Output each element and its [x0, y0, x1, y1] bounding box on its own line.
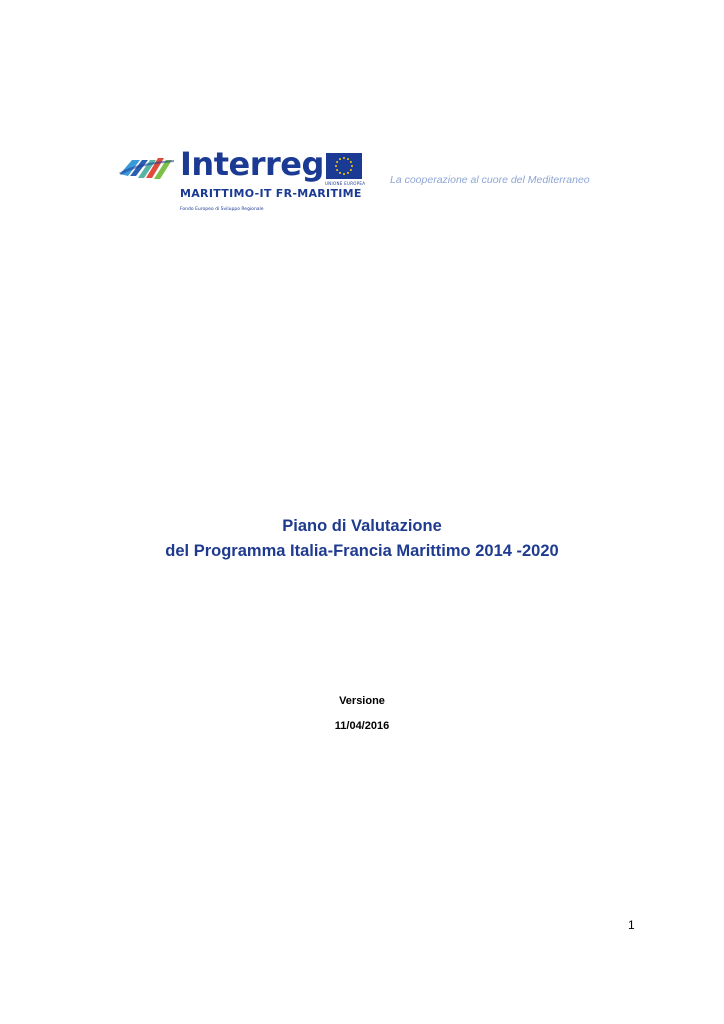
eu-label: UNIONE EUROPEA [325, 181, 366, 186]
header-tagline: La cooperazione al cuore del Mediterraneo [390, 174, 590, 186]
version-date: 11/04/2016 [334, 720, 390, 732]
eu-flag-icon [326, 153, 362, 179]
version-label: Versione [339, 695, 385, 707]
interreg-logo [118, 145, 368, 228]
interreg-swoosh-icon [118, 152, 176, 182]
document-title-line-2: del Programma Italia-Francia Marittimo 2014 -2020 [165, 542, 559, 560]
page-number: 1 [628, 918, 635, 932]
fund-name: Fondo Europeo di Sviluppo Regionale [180, 207, 264, 212]
document-title-line-1: Piano di Valutazione [282, 517, 442, 535]
interreg-wordmark: Interreg [180, 145, 324, 183]
programme-name: MARITTIMO-IT FR-MARITIME [180, 187, 362, 200]
